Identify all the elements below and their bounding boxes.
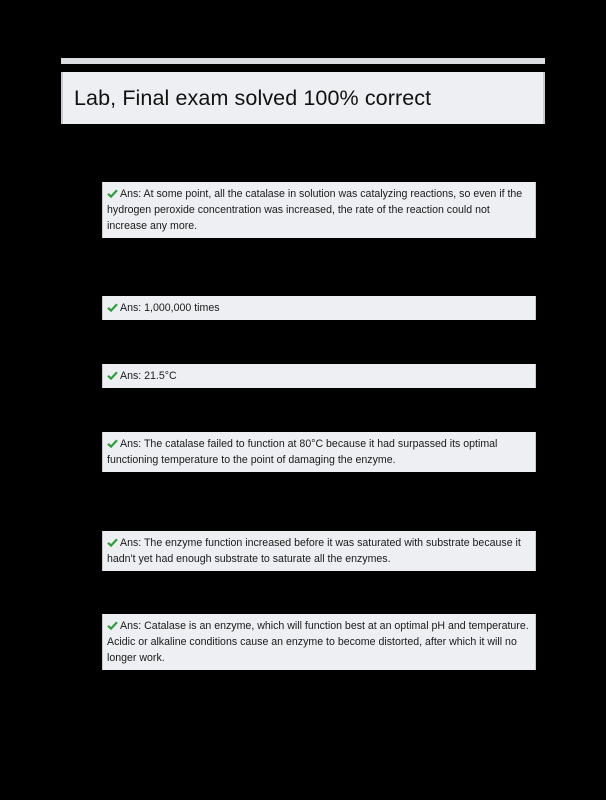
answer-prefix: Ans: [120,302,142,314]
answer-prefix: Ans: [120,438,142,450]
answer-prefix: Ans: [120,188,142,200]
answer-text: 1,000,000 times [141,302,220,314]
title-box [61,72,545,124]
check-icon [107,621,118,630]
answer-box-5 [102,531,536,571]
answer-box-1 [102,182,536,238]
answer-box-3 [102,364,536,388]
answer-box-2 [102,296,536,320]
answer-prefix: Ans: [120,537,142,549]
answer-text: Catalase is an enzyme, which will function best at an optimal pH and temperature. Acidic or alkaline conditions cause an enzyme to become distorted, after which it will no longer work. [107,620,529,664]
check-icon [107,538,118,547]
answer-text: The enzyme function increased before it was saturated with substrate because it hadn't yet had enough substrate to saturate all the enzymes. [107,537,521,565]
answer-text: At some point, all the catalase in solution was catalyzing reactions, so even if the hydrogen peroxide concentration was increased, the rate of the reaction could not increase any more. [107,188,523,232]
check-icon [107,439,118,448]
check-icon [107,303,118,312]
answer-text: 21.5°C [141,370,177,382]
answer-text: The catalase failed to function at 80°C because it had surpassed its optimal functioning temperature to the point of damaging the enzyme. [107,438,498,466]
check-icon [107,189,118,198]
check-icon [107,371,118,380]
answer-prefix: Ans: [120,620,142,632]
page-title: Lab, Final exam solved 100% correct [74,85,432,110]
top-rule [61,58,545,64]
answer-box-4 [102,432,536,472]
answer-box-6 [102,614,536,670]
answer-prefix: Ans: [120,370,142,382]
